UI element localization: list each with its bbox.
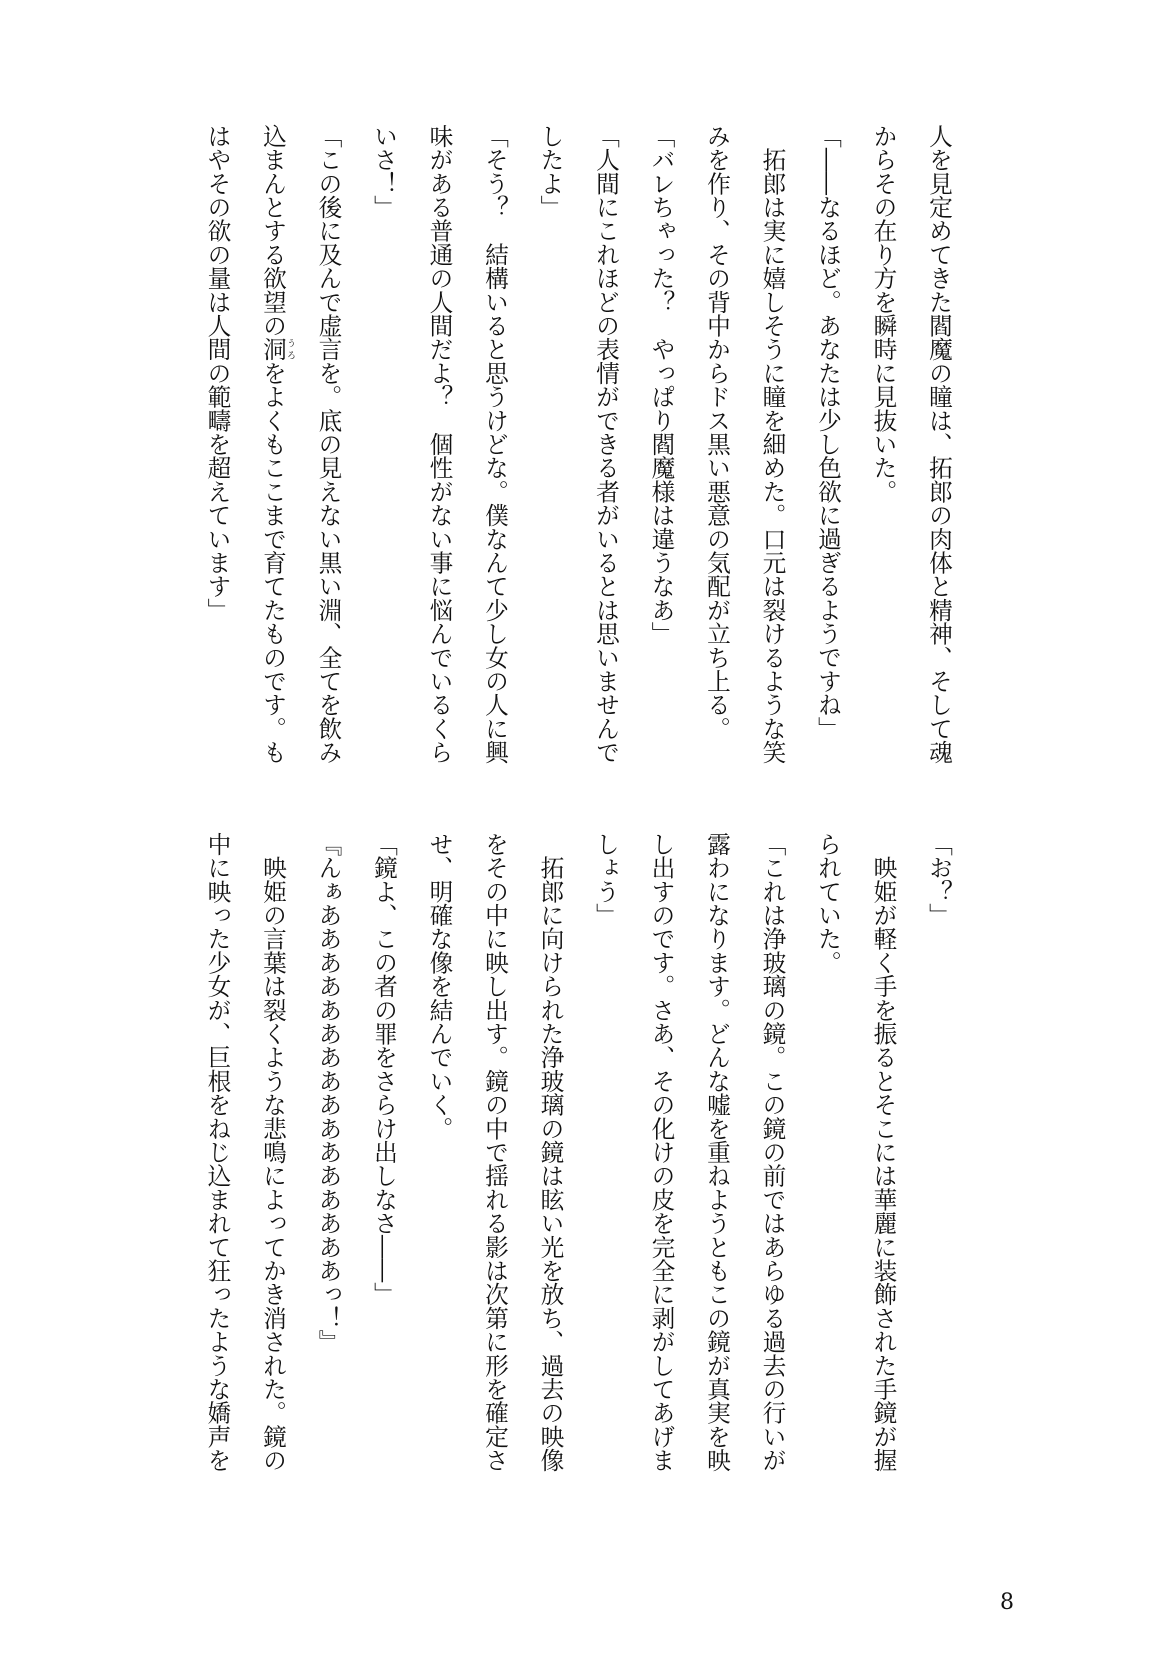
text-line: いさ！」 <box>370 124 398 219</box>
text-line: 「お？」 <box>925 832 953 927</box>
text-line: 「これは浄玻璃の鏡。この鏡の前ではあらゆる過去の行いが <box>758 832 787 1472</box>
text-line: 「そう？ 結構いると思うけどな。僕なんて少し女の人に興 <box>481 124 509 764</box>
text-line: せ、明確な像を結んでいく。 <box>425 832 454 1141</box>
text-line: られていた。 <box>814 832 842 975</box>
text-line: みを作り、その背中からドス黒い悪意の気配が立ち上る。 <box>703 124 731 741</box>
text-line: しょう」 <box>592 832 620 927</box>
ruby-reading: うろ <box>285 337 295 362</box>
text-segment: 込まんとする欲望の <box>259 124 287 338</box>
text-line: 露わになります。どんな嘘を重ねようともこの鏡が真実を映 <box>703 832 731 1472</box>
text-line: 中に映った少女が、巨根をねじ込まれて狂ったような嬌声を <box>203 832 232 1472</box>
text-line: 味がある普通の人間だよ？ 個性がない事に悩んでいるくら <box>425 124 454 764</box>
text-line: 拓郎に向けられた浄玻璃の鏡は眩い光を放ち、過去の映像 <box>536 832 565 1472</box>
upper-text-block <box>189 124 966 784</box>
text-line: からその在り方を瞬時に見抜いた。 <box>869 124 898 504</box>
text-line: 「この後に及んで虚言を。底の見えない黒い淵、全てを飲み <box>314 124 343 764</box>
text-line: 「人間にこれほどの表情ができる者がいるとは思いませんで <box>592 124 620 764</box>
text-line: 「バレちゃった？ やっぱり閻魔様は違うなあ」 <box>647 124 676 646</box>
text-line: 拓郎は実に嬉しそうに瞳を細めた。口元は裂けるような笑 <box>758 124 787 764</box>
text-line: 映姫の言葉は裂くような悲鳴によってかき消された。鏡の <box>259 832 287 1472</box>
text-line: をその中に映し出す。鏡の中で揺れる影は次第に形を確定さ <box>481 832 509 1472</box>
text-line-with-ruby <box>245 124 301 784</box>
text-line: したよ」 <box>536 124 565 219</box>
text-line: 「鏡よ、この者の罪をさらけ出しなさ――」 <box>370 832 398 1306</box>
ruby-base: 洞 <box>259 337 287 362</box>
text-line: 「――なるほど。あなたは少し色欲に過ぎるようですね」 <box>814 124 842 741</box>
lower-text-block <box>189 832 966 1492</box>
text-line: 『んぁああああああああああああああああっ！』 <box>314 832 343 1354</box>
text-segment: をよくもここまで育てたものです。も <box>259 361 287 764</box>
ruby-word <box>259 337 295 362</box>
text-line: し出すのです。さあ、その化けの皮を完全に剥がしてあげま <box>647 832 676 1472</box>
page-number: 8 <box>1000 1590 1014 1615</box>
text-line: はやその欲の量は人間の範疇を超えています」 <box>203 124 232 622</box>
text-line: 人を見定めてきた閻魔の瞳は、拓郎の肉体と精神、そして魂 <box>925 124 953 764</box>
text-line: 映姫が軽く手を振るとそこには華麗に装飾された手鏡が握 <box>869 832 898 1472</box>
